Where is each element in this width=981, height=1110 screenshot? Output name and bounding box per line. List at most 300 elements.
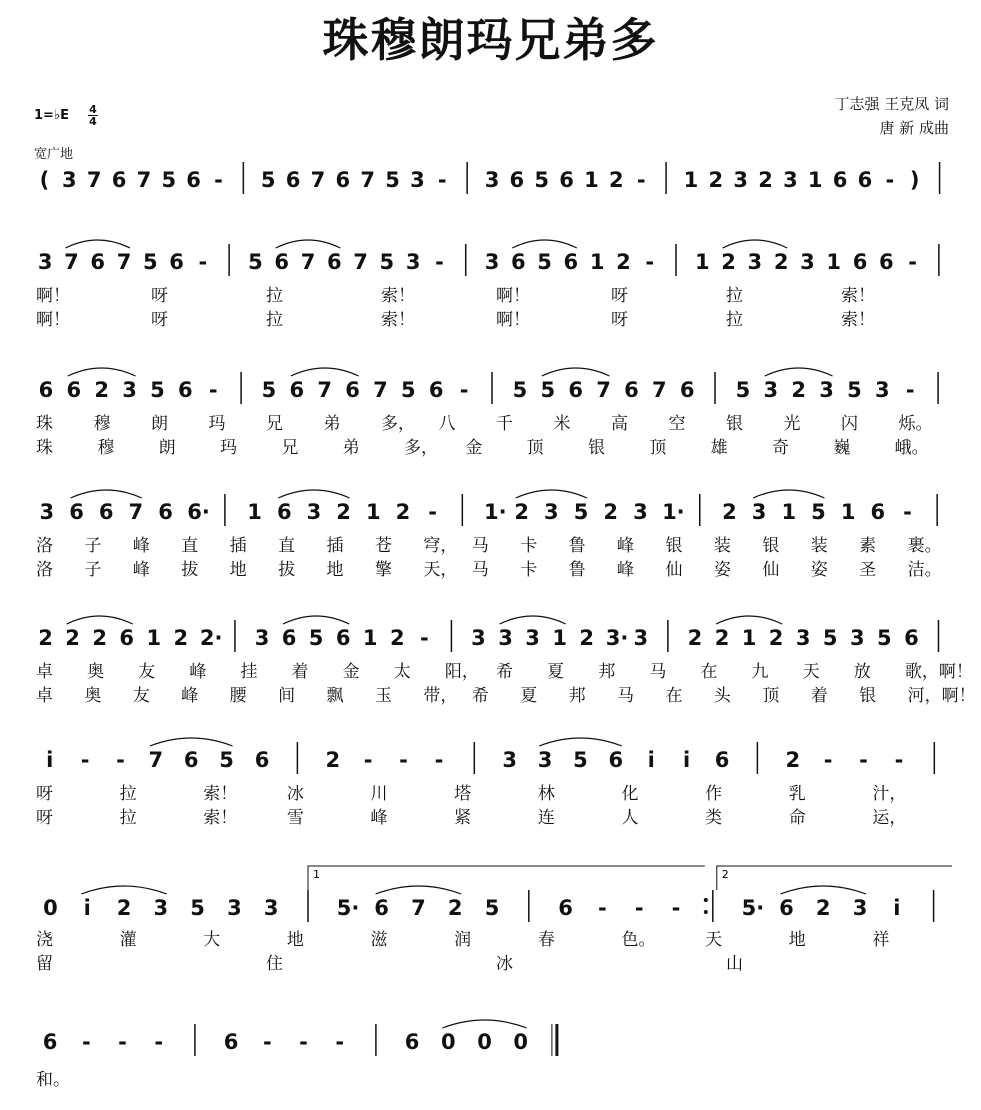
note: 3 <box>544 500 559 524</box>
note: 6 <box>335 168 351 192</box>
lyric-syllable: 运， <box>872 808 907 828</box>
note: 6 <box>38 378 54 402</box>
lyric-syllable: 挂 <box>240 662 258 682</box>
note: 1 <box>741 626 757 650</box>
note: 6 <box>509 168 525 192</box>
note: 7 <box>317 378 333 402</box>
note: 1 <box>826 250 842 274</box>
note: 6 <box>679 378 695 402</box>
note: - <box>81 1030 91 1054</box>
lyric-syllable: 穹， <box>423 536 458 556</box>
lyric-syllable: 子 <box>84 536 102 556</box>
note: 1 <box>365 500 381 524</box>
lyric-syllable: 地 <box>229 560 247 580</box>
volta-bracket <box>308 866 705 890</box>
note: 3 <box>410 168 425 192</box>
note: 3 <box>800 250 815 274</box>
lyric-syllable: 珠 <box>36 414 53 434</box>
note: 5 <box>877 626 892 650</box>
note: 2 <box>336 500 351 524</box>
slur <box>542 368 610 376</box>
note: - <box>885 168 895 192</box>
lyric-syllable: 索！ <box>381 286 415 306</box>
note: 6 <box>779 896 794 920</box>
lyric-syllable: 弟 <box>342 438 360 458</box>
note: 5 <box>847 378 862 402</box>
note: - <box>116 748 125 772</box>
note: - <box>399 748 408 772</box>
note: 1 <box>694 250 710 274</box>
lyric-syllable: 米 <box>553 414 571 434</box>
lyric-syllable: 灌 <box>119 930 137 950</box>
note: 3 <box>227 896 242 920</box>
note: 7 <box>128 500 144 524</box>
note: 6 <box>186 168 201 192</box>
note: 2 <box>389 626 405 650</box>
note: 6 <box>870 500 886 524</box>
slur <box>539 738 622 746</box>
slur <box>71 490 142 498</box>
lyric-syllable: 着 <box>810 686 828 706</box>
lyric-syllable: 啊！ <box>36 310 70 330</box>
slur <box>500 616 566 624</box>
slur <box>376 886 462 894</box>
lyric-syllable: 希 <box>471 686 489 706</box>
note: 2 <box>92 626 107 650</box>
lyric-syllable: 地 <box>788 930 806 950</box>
lyric-syllable: 啊！ <box>36 286 70 306</box>
note: 3 <box>747 250 763 274</box>
note: 6 <box>254 748 270 772</box>
note: - <box>214 168 223 192</box>
note: 3 <box>537 748 553 772</box>
note: - <box>645 250 655 274</box>
note: 6 <box>274 250 290 274</box>
lyric-syllable: 拉 <box>726 286 743 306</box>
repeat-dot <box>704 910 708 914</box>
lyric-syllable: 裹。 <box>907 536 942 556</box>
note: 5 <box>379 250 395 274</box>
note: 2 <box>687 626 703 650</box>
note: 2 <box>616 250 631 274</box>
lyric-syllable: 友 <box>138 662 156 682</box>
lyric-syllable: 拔 <box>181 560 199 580</box>
volta-number: 2 <box>721 868 729 881</box>
note: 5 <box>248 250 263 274</box>
note: - <box>598 896 607 920</box>
lyric-syllable: 紧 <box>454 808 472 828</box>
lyric-syllable: 化 <box>621 784 639 804</box>
lyric-syllable: 着 <box>291 662 309 682</box>
note: 6 <box>904 626 919 650</box>
slur <box>291 368 359 376</box>
note: - <box>262 1030 272 1054</box>
slur <box>442 1020 526 1028</box>
note: 5 <box>150 378 165 402</box>
note: - <box>335 1030 345 1054</box>
slur <box>81 886 167 894</box>
note: 2 <box>603 500 619 524</box>
lyric-syllable: 带， <box>423 686 458 706</box>
lyric-syllable: 插 <box>229 536 247 556</box>
note: 0 <box>440 1030 456 1054</box>
lyric-syllable: 索！ <box>381 310 415 330</box>
lyric-syllable: 住 <box>266 954 283 974</box>
note: 6 <box>42 1030 58 1054</box>
note: 3 <box>61 168 77 192</box>
note: i <box>83 896 91 920</box>
note: 7 <box>373 378 388 402</box>
lyric-syllable: 装 <box>713 536 731 556</box>
note: 3 <box>484 250 500 274</box>
lyric-syllable: 姿 <box>713 560 731 580</box>
lyric-syllable: 圣 <box>859 560 877 580</box>
lyric-syllable: 间 <box>278 686 296 706</box>
lyric-syllable: 穆 <box>93 414 111 434</box>
note: 6 <box>832 168 848 192</box>
lyric-syllable: 银 <box>588 438 605 458</box>
lyric-syllable: 太 <box>393 662 411 682</box>
lyric-syllable: 金 <box>465 438 483 458</box>
lyric-syllable: 卡 <box>520 560 538 580</box>
note: 6 <box>374 896 389 920</box>
lyric-syllable: 天 <box>705 930 723 950</box>
note: 1 <box>781 500 797 524</box>
lyric-syllable: 顶 <box>526 438 544 458</box>
lyric-syllable: 呀 <box>151 310 168 330</box>
lyric-syllable: 呀 <box>611 286 628 306</box>
note: 5 <box>537 250 552 274</box>
slur <box>278 490 349 498</box>
note: 3 <box>405 250 421 274</box>
note: 2 <box>722 500 737 524</box>
note: 6 <box>559 168 574 192</box>
lyric-syllable: 顶 <box>649 438 667 458</box>
lyric-syllable: 和。 <box>36 1070 70 1090</box>
note: 1· <box>484 500 507 524</box>
lyric-syllable: 兄 <box>266 414 283 434</box>
note: 5 <box>385 168 400 192</box>
note: 1 <box>807 168 823 192</box>
note: - <box>299 1030 308 1054</box>
lyric-syllable: 歌，啊！ <box>904 662 973 682</box>
lyric-syllable: 直 <box>278 536 296 556</box>
note: 3 <box>498 626 513 650</box>
tempo-marking: 宽广地 <box>34 147 74 162</box>
note: 3 <box>306 500 322 524</box>
note: ( <box>39 168 50 192</box>
note: 2 <box>721 250 736 274</box>
note: - <box>894 748 904 772</box>
note: 6 <box>98 500 114 524</box>
slur <box>780 886 866 894</box>
note: 6 <box>714 748 730 772</box>
lyric-syllable: 头 <box>713 686 731 706</box>
note: 2· <box>199 626 223 650</box>
lyric-syllable: 拉 <box>726 310 743 330</box>
lyric-syllable: 银 <box>762 536 780 556</box>
note: 6 <box>563 250 579 274</box>
note: i <box>46 748 54 772</box>
note: i <box>683 748 691 772</box>
lyric-syllable: 冰 <box>496 954 513 974</box>
lyric-syllable: 苍 <box>374 536 392 556</box>
lyric-syllable: 弟 <box>323 414 341 434</box>
lyric-syllable: 仙 <box>665 560 683 580</box>
note: 1 <box>584 168 599 192</box>
note: 5 <box>534 168 550 192</box>
note: 2 <box>708 168 724 192</box>
lyric-syllable: 拉 <box>266 310 283 330</box>
note: 3 <box>263 896 279 920</box>
note: 7 <box>360 168 375 192</box>
lyric-syllable: 金 <box>342 662 360 682</box>
lyric-syllable: 大 <box>203 930 221 950</box>
score-title: 珠穆朗玛兄弟多 <box>322 13 659 67</box>
lyric-syllable: 朗 <box>151 414 168 434</box>
lyric-syllable: 呀 <box>36 784 53 804</box>
note: - <box>435 250 444 274</box>
note: 3 <box>153 896 169 920</box>
note: - <box>118 1030 127 1054</box>
note: - <box>363 748 373 772</box>
note: 5 <box>190 896 205 920</box>
lyric-syllable: 鲁 <box>568 560 586 580</box>
note: 5 <box>540 378 556 402</box>
note: 3· <box>605 626 629 650</box>
note: 5 <box>811 500 826 524</box>
lyric-syllable: 珠 <box>36 438 53 458</box>
note: - <box>198 250 208 274</box>
note: 3 <box>819 378 834 402</box>
note: 6 <box>335 626 351 650</box>
note: 5 <box>260 168 276 192</box>
lyric-syllable: 烁。 <box>898 414 933 434</box>
slur <box>516 490 587 498</box>
note: - <box>459 378 469 402</box>
lyric-syllable: 塔 <box>454 784 472 804</box>
lyric-syllable: 放 <box>853 662 871 682</box>
note: 6 <box>285 168 301 192</box>
note: 6 <box>558 896 573 920</box>
note: 6 <box>568 378 583 402</box>
note: 2 <box>609 168 624 192</box>
note: 3 <box>633 500 648 524</box>
note: 0 <box>513 1030 528 1054</box>
note: 2 <box>791 378 806 402</box>
note: - <box>80 748 90 772</box>
note: 6 <box>158 500 173 524</box>
note: - <box>859 748 868 772</box>
note: 1 <box>840 500 856 524</box>
note: 2 <box>714 626 730 650</box>
note: 3 <box>795 626 811 650</box>
note: 7 <box>310 168 326 192</box>
lyric-syllable: 仙 <box>762 560 780 580</box>
note: 3 <box>783 168 798 192</box>
lyric-syllable: 子 <box>84 560 102 580</box>
note: - <box>634 896 644 920</box>
lyric-syllable: 奥 <box>84 686 102 706</box>
lyric-syllable: 马 <box>471 536 489 556</box>
lyric-syllable: 川 <box>370 784 388 804</box>
lyric-syllable: 闪 <box>841 414 858 434</box>
lyric-syllable: 千 <box>496 414 513 434</box>
note: 3 <box>751 500 767 524</box>
lyric-syllable: 色。 <box>621 930 656 950</box>
lyric-syllable: 素 <box>859 536 877 556</box>
note: 5 <box>401 378 416 402</box>
lyric-syllable: 润 <box>454 930 472 950</box>
note: 5 <box>308 626 324 650</box>
note: 2 <box>447 896 463 920</box>
note: 6 <box>169 250 184 274</box>
note: 7 <box>136 168 152 192</box>
lyric-syllable: 直 <box>181 536 199 556</box>
note: 5 <box>219 748 234 772</box>
lyric-syllable: 峰 <box>132 536 150 556</box>
note: 6 <box>289 378 305 402</box>
lyric-syllable: 马 <box>649 662 667 682</box>
note: 2 <box>514 500 529 524</box>
lyric-syllable: 拔 <box>278 560 296 580</box>
slur <box>67 616 133 624</box>
note: 3 <box>502 748 517 772</box>
note: 2 <box>768 626 784 650</box>
note: 5· <box>741 896 765 920</box>
lyric-syllable: 呀 <box>36 808 53 828</box>
note: 6 <box>178 378 193 402</box>
note: 6 <box>119 626 135 650</box>
lyric-syllable: 峨。 <box>894 438 929 458</box>
lyric-syllable: 阳， <box>444 662 479 682</box>
note: 6 <box>111 168 127 192</box>
note: 3 <box>254 626 270 650</box>
lyric-syllable: 天， <box>423 560 458 580</box>
note: 1 <box>247 500 262 524</box>
lyric-syllable: 峰 <box>617 560 635 580</box>
note: 6 <box>510 250 526 274</box>
lyric-syllable: 滋 <box>370 930 388 950</box>
lyric-syllable: 顶 <box>762 686 780 706</box>
note: 6 <box>223 1030 239 1054</box>
lyric-syllable: 雪 <box>286 808 304 828</box>
note: 6 <box>183 748 199 772</box>
time-signature: 4 4 <box>89 103 97 128</box>
note: 3 <box>39 500 55 524</box>
lyric-syllable: 山 <box>726 954 743 974</box>
lyric-syllable: 峰 <box>370 808 388 828</box>
lyric-syllable: 夏 <box>520 686 538 706</box>
note: 2 <box>38 626 53 650</box>
note: 2 <box>785 748 801 772</box>
note: i <box>893 896 901 920</box>
note: 0 <box>477 1030 492 1054</box>
note: 6 <box>624 378 639 402</box>
lyric-syllable: 腰 <box>229 686 247 706</box>
note: 6 <box>69 500 84 524</box>
note: 5 <box>573 748 588 772</box>
lyric-syllable: 峰 <box>132 560 150 580</box>
lyric-syllable: 卓 <box>36 686 53 706</box>
lyric-syllable: 巍 <box>833 438 851 458</box>
note: 3 <box>37 250 53 274</box>
slur <box>283 616 349 624</box>
lyric-syllable: 啊！ <box>496 310 530 330</box>
note: 5 <box>573 500 589 524</box>
lyric-syllable: 洁。 <box>907 560 942 580</box>
note: - <box>903 500 912 524</box>
note: 6 <box>66 378 82 402</box>
lyric-syllable: 希 <box>496 662 513 682</box>
lyric-syllable: 地 <box>286 930 304 950</box>
note: 5 <box>735 378 751 402</box>
note: 6 <box>276 500 292 524</box>
lyric-syllable: 银 <box>726 414 743 434</box>
lyric-syllable: 汁， <box>872 784 907 804</box>
lyric-syllable: 鲁 <box>568 536 586 556</box>
note: - <box>671 896 681 920</box>
note: 2 <box>173 626 189 650</box>
lyric-syllable: 拉 <box>119 784 137 804</box>
lyric-syllable: 兄 <box>281 438 299 458</box>
note: 1 <box>362 626 378 650</box>
note: 3 <box>633 626 649 650</box>
composer-credit: 唐 新 成曲 <box>879 119 949 137</box>
note: 2 <box>579 626 595 650</box>
note: 5· <box>336 896 360 920</box>
note: 5 <box>512 378 528 402</box>
note: 5 <box>484 896 500 920</box>
note: - <box>636 168 646 192</box>
note: 5 <box>142 250 158 274</box>
note: 7 <box>411 896 426 920</box>
repeat-dot <box>704 898 708 902</box>
note: 1 <box>589 250 605 274</box>
note: 2 <box>116 896 132 920</box>
note: 3 <box>122 378 137 402</box>
lyric-syllable: 峰 <box>181 686 199 706</box>
note: 1 <box>146 626 162 650</box>
key-signature: 1=♭E <box>34 108 69 123</box>
note: 3 <box>849 626 865 650</box>
note: 2 <box>758 168 773 192</box>
lyric-syllable: 马 <box>471 560 489 580</box>
lyric-syllable: 奥 <box>87 662 105 682</box>
lyric-syllable: 作 <box>705 784 723 804</box>
note: 7 <box>300 250 316 274</box>
note: - <box>437 168 447 192</box>
lyric-syllable: 邦 <box>568 686 586 706</box>
lyric-syllable: 地 <box>326 560 344 580</box>
note: - <box>208 378 218 402</box>
lyric-syllable: 光 <box>783 414 801 434</box>
lyric-syllable: 拉 <box>119 808 137 828</box>
lyric-syllable: 呀 <box>151 286 168 306</box>
lyric-syllable: 装 <box>810 536 828 556</box>
lyric-syllable: 命 <box>788 808 806 828</box>
lyric-syllable: 在 <box>700 662 718 682</box>
lyric-syllable: 索！ <box>841 310 875 330</box>
note: 6 <box>857 168 873 192</box>
lyric-syllable: 八 <box>438 414 456 434</box>
lyric-syllable: 索！ <box>203 784 238 804</box>
lyric-syllable: 插 <box>326 536 344 556</box>
note: 6 <box>326 250 342 274</box>
note: ) <box>909 168 920 192</box>
lyric-syllable: 春 <box>537 930 555 950</box>
note: 7 <box>596 378 611 402</box>
